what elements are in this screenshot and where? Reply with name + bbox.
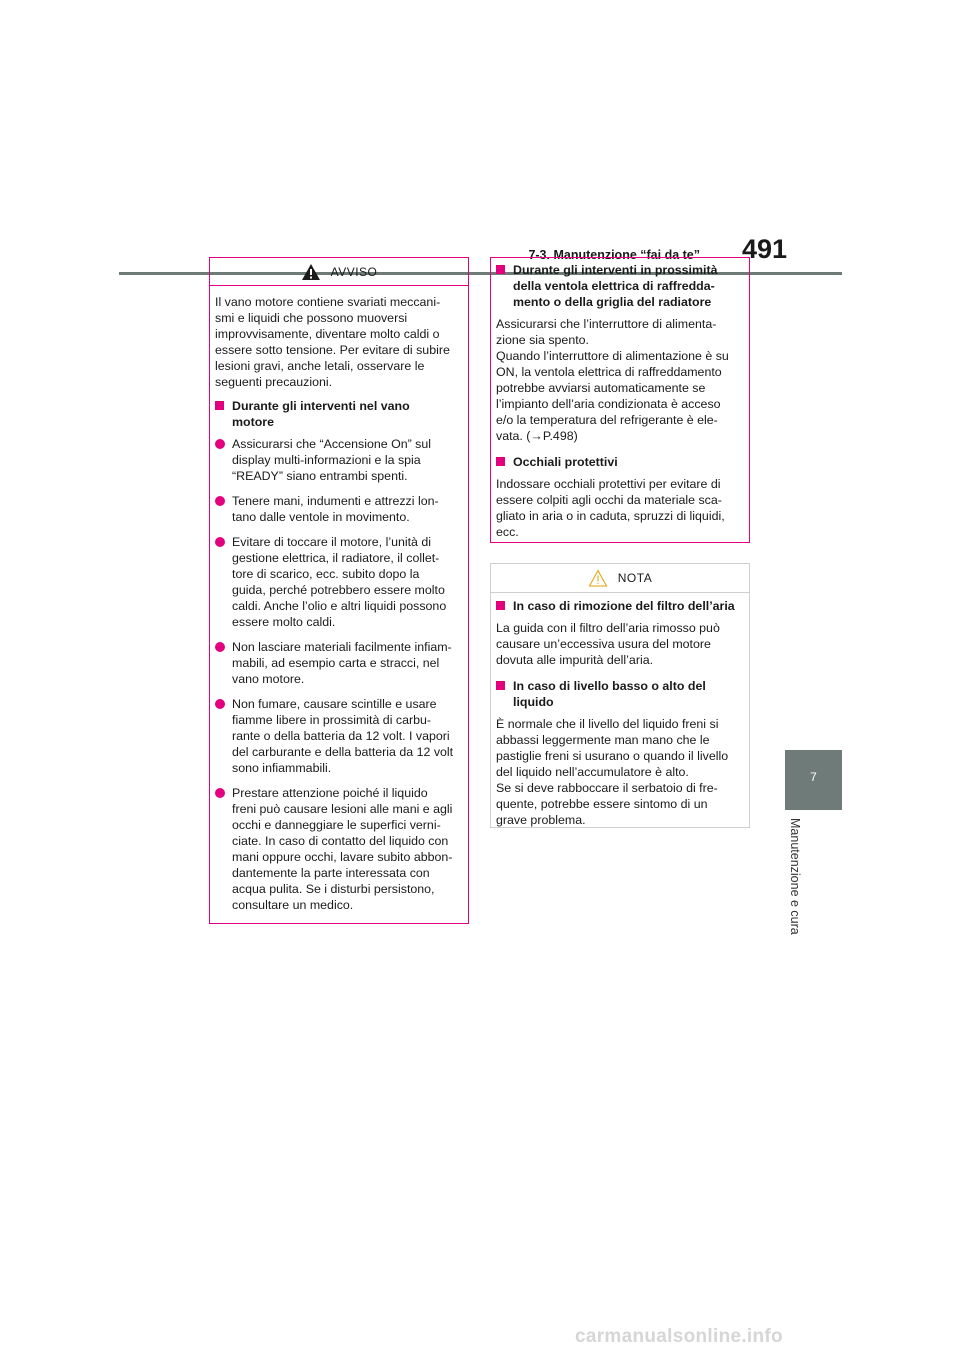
list-item-text [232, 639, 452, 687]
text-line: gestione elettrica, il radiatore, il collet- [232, 551, 440, 565]
text-line: Durante gli interventi nel vano [232, 399, 410, 413]
text-line: Prestare attenzione poiché il liquido [232, 786, 428, 800]
section-body [496, 716, 743, 828]
text-line: e/o la temperatura del refrigerante è ele- [496, 413, 718, 427]
warning-title: AVVISO [330, 264, 378, 279]
text-line: abbassi leggermente man mano che le [496, 733, 710, 747]
text-line: della ventola elettrica di raffredda- [513, 279, 715, 293]
note-box [490, 563, 750, 828]
text-line: acqua pulita. Se i disturbi persistono, [232, 882, 435, 896]
round-bullet-icon [215, 699, 225, 709]
text-line: Evitare di toccare il motore, l’unità di [232, 535, 432, 549]
section-heading [496, 678, 743, 710]
list-item-text [232, 436, 431, 484]
note-box-header [491, 564, 749, 593]
round-bullet-icon [215, 642, 225, 652]
text-line: Non lasciare materiali facilmente infiam- [232, 640, 452, 654]
text-line: Assicurarsi che “Accensione On” sul [232, 437, 432, 451]
text-line: consultare un medico. [232, 898, 354, 912]
text-line: guida, perché potrebbero essere molto [232, 583, 445, 597]
text-line: motore [232, 415, 274, 429]
list-item [215, 534, 462, 630]
chapter-tab [785, 750, 842, 810]
warning-continued-sections [491, 258, 749, 540]
text-line: mabili, ad esempio carta e stracci, nel [232, 656, 440, 670]
round-bullet-icon [215, 496, 225, 506]
warning-box [209, 257, 469, 924]
text-line: vata. (→P.498) [496, 429, 578, 443]
text-line: essere colpiti agli occhi da materiale sca- [496, 493, 722, 507]
page-number: 491 [742, 234, 788, 264]
warning-intro [215, 294, 462, 390]
section-body [496, 316, 743, 444]
square-bullet-icon [496, 681, 505, 690]
list-item [215, 785, 462, 913]
text-line: occhi e danneggiare le superfici verni- [232, 818, 441, 832]
text-line: Il vano motore contiene svariati meccani- [215, 295, 441, 309]
list-item [215, 436, 462, 484]
text-line: tore di scarico, ecc. subito dopo la [232, 567, 420, 581]
text-line: ecc. [496, 525, 519, 539]
text-line: display multi-informazioni e la spia [232, 453, 421, 467]
section-body [496, 476, 743, 540]
list-item-text [232, 493, 439, 525]
text-line: essere molto caldi. [232, 615, 336, 629]
text-line: Occhiali protettivi [513, 455, 618, 469]
text-line: grave problema. [496, 813, 586, 827]
note-sections [491, 593, 749, 828]
round-bullet-icon [215, 439, 225, 449]
watermark: carmanualsonline.info [575, 1326, 783, 1347]
chapter-label: Manutenzione e cura [788, 818, 802, 935]
list-item [215, 493, 462, 525]
text-line: Quando l’interruttore di alimentazione è su [496, 349, 729, 363]
text-line: seguenti precauzioni. [215, 375, 333, 389]
text-line: caldi. Anche l’olio e altri liquidi possono [232, 599, 447, 613]
square-bullet-icon [496, 265, 505, 274]
text-line: Se si deve rabboccare il serbatoio di fre- [496, 781, 718, 795]
warning-subhead [215, 398, 462, 430]
text-line: freni può causare lesioni alle mani e agli [232, 802, 453, 816]
caution-triangle-icon [588, 569, 608, 587]
text-line: del liquido nell’accumulatore è alto. [496, 765, 689, 779]
warning-box-header [210, 258, 468, 286]
list-item [215, 639, 462, 687]
note-title: NOTA [617, 571, 653, 585]
text-line: mento o della griglia del radiatore [513, 295, 712, 309]
text-line: Assicurarsi che l’interruttore di alimenta- [496, 317, 717, 331]
list-item-text [232, 785, 452, 913]
warning-bullet-list [215, 436, 462, 913]
text-line: improvvisamente, diventare molto caldi o [215, 327, 440, 341]
warning-triangle-icon [301, 263, 321, 281]
text-line: fiamme libere in prossimità di carbu- [232, 713, 432, 727]
text-line: ON, la ventola elettrica di raffreddamento [496, 365, 722, 379]
text-line: sono infiammabili. [232, 761, 332, 775]
text-line: gliato in aria o in caduta, spruzzi di liquidi, [496, 509, 725, 523]
text-line: “READY” siano entrambi spenti. [232, 469, 408, 483]
text-line: zione sia spento. [496, 333, 589, 347]
warning-box-continued [490, 257, 750, 543]
text-line: smi e liquidi che possono muoversi [215, 311, 408, 325]
text-line: l’impianto dell’aria condizionata è acceso [496, 397, 721, 411]
list-item-text [232, 534, 446, 630]
section-title: 7-3. Manutenzione “fai da te” [528, 248, 700, 262]
text-line: liquido [513, 695, 554, 709]
text-line: potrebbe avviarsi automaticamente se [496, 381, 706, 395]
text-line: rante o della batteria da 12 volt. I vapori [232, 729, 450, 743]
text-line: mani oppure occhi, lavare subito abbon- [232, 850, 453, 864]
text-line: quente, potrebbe essere sintomo di un [496, 797, 708, 811]
text-line: pastiglie freni si usurano o quando il livello [496, 749, 729, 763]
square-bullet-icon [215, 401, 224, 410]
text-line: tano dalle ventole in movimento. [232, 510, 410, 524]
round-bullet-icon [215, 788, 225, 798]
text-line: ciate. In caso di contatto del liquido con [232, 834, 449, 848]
list-item-text [232, 696, 453, 776]
text-line: dovuta alle impurità dell’aria. [496, 653, 654, 667]
text-line: La guida con il filtro dell’aria rimosso può [496, 621, 720, 635]
list-item [215, 696, 462, 776]
square-bullet-icon [496, 457, 505, 466]
text-line: dantemente la parte interessata con [232, 866, 430, 880]
text-line: Tenere mani, indumenti e attrezzi lon- [232, 494, 439, 508]
text-line: del carburante e della batteria da 12 volt [232, 745, 454, 759]
text-line: essere sotto tensione. Per evitare di subire [215, 343, 450, 357]
chapter-number: 7 [810, 770, 817, 784]
section-heading [496, 598, 743, 614]
text-line: vano motore. [232, 672, 305, 686]
text-line: È normale che il livello del liquido freni si [496, 717, 719, 731]
round-bullet-icon [215, 537, 225, 547]
text-line: In caso di rimozione del filtro dell’aria [513, 599, 735, 613]
section-body [496, 620, 743, 668]
text-line: Durante gli interventi in prossimità [513, 263, 718, 277]
text-line: Non fumare, causare scintille e usare [232, 697, 437, 711]
text-line: causare un’eccessiva usura del motore [496, 637, 711, 651]
text-line: lesioni gravi, anche letali, osservare le [215, 359, 425, 373]
section-heading [496, 454, 743, 470]
chapter-label-wrap [786, 818, 806, 958]
section-heading [496, 262, 743, 310]
square-bullet-icon [496, 601, 505, 610]
text-line: Indossare occhiali protettivi per evitare di [496, 477, 721, 491]
text-line: In caso di livello basso o alto del [513, 679, 706, 693]
